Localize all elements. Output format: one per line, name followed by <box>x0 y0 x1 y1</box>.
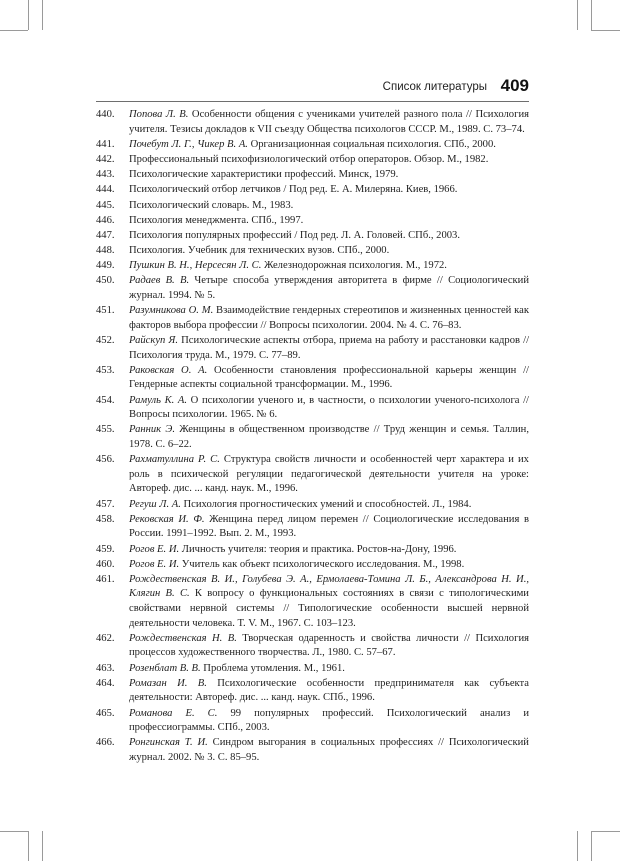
reference-text <box>129 108 529 137</box>
reference-entry <box>96 677 529 706</box>
reference-text <box>129 677 529 706</box>
reference-number: 463. <box>96 662 115 674</box>
reference-text <box>129 453 529 497</box>
reference-author: Розенблат В. В. <box>129 662 201 674</box>
reference-text <box>129 394 529 423</box>
reference-description: Профессиональный психофизиологический отбор операторов. Обзор. М., 1982. <box>129 153 489 165</box>
reference-text <box>129 244 529 259</box>
reference-number: 445. <box>96 199 115 211</box>
reference-number: 444. <box>96 184 115 196</box>
reference-entry <box>96 394 529 423</box>
reference-description: Психологический словарь. М., 1983. <box>129 199 294 211</box>
reference-description: Психология популярных профессий / Под ред. Л. А. Головей. СПб., 2003. <box>129 229 461 241</box>
reference-text <box>129 498 529 513</box>
crop-mark <box>28 0 29 30</box>
reference-number: 459. <box>96 543 115 555</box>
reference-description: Психология. Учебник для технических вузов. СПб., 2000. <box>129 245 390 257</box>
reference-entry <box>96 662 529 677</box>
reference-text <box>129 558 529 573</box>
reference-number: 443. <box>96 169 115 181</box>
reference-number: 447. <box>96 229 115 241</box>
crop-mark <box>591 831 592 861</box>
reference-text <box>129 736 529 765</box>
reference-text <box>129 513 529 542</box>
reference-author: Ронгинская Т. И. <box>129 737 208 749</box>
crop-mark <box>0 30 28 31</box>
reference-entry <box>96 168 529 183</box>
reference-number: 456. <box>96 454 115 466</box>
crop-mark <box>591 30 620 31</box>
reference-text <box>129 364 529 393</box>
reference-author: Раковская О. А. <box>129 364 208 376</box>
reference-number: 440. <box>96 109 115 120</box>
reference-author: Рождественская Н. В. <box>129 632 237 644</box>
running-header <box>96 76 529 100</box>
reference-entry <box>96 632 529 661</box>
reference-author: Попова Л. В. <box>129 109 189 120</box>
reference-number: 442. <box>96 153 115 165</box>
reference-text <box>129 662 529 677</box>
reference-description: Четыре способа утверждения авторитета в фирме // Социологический журнал. 1994. № 5. <box>129 275 530 302</box>
reference-description: Психология прогностических умений и способностей. Л., 1984. <box>180 498 472 510</box>
reference-description: Структура свойств личности и особенностей черт характера и их роль в психической регуляции педагогической деятельности учителя на уроке: Автореф. дис. ... канд. наук. М., 1996. <box>129 454 529 495</box>
reference-text <box>129 334 529 363</box>
reference-author: Райскуп Я. <box>129 335 179 347</box>
reference-description: Учитель как объект психологического исследования. М., 1998. <box>179 558 465 570</box>
reference-number: 457. <box>96 498 115 510</box>
reference-author: Рековская И. Ф. <box>129 513 205 525</box>
reference-number: 453. <box>96 364 115 376</box>
reference-author: Рогов Е. И. <box>129 558 180 570</box>
crop-mark <box>42 0 43 30</box>
reference-number: 466. <box>96 737 115 749</box>
reference-entry <box>96 153 529 168</box>
reference-description: Психологический отбор летчиков / Под ред. Е. А. Милеряна. Киев, 1966. <box>129 184 458 196</box>
reference-entry <box>96 274 529 303</box>
reference-description: Творческая одаренность и свойства личности // Психология процессов художественного творчества. Л., 1980. С. 57–67. <box>129 632 529 659</box>
reference-text <box>129 543 529 558</box>
reference-text <box>129 259 529 274</box>
reference-text <box>129 199 529 214</box>
reference-entry <box>96 108 529 137</box>
reference-entry <box>96 543 529 558</box>
page-number: 409 <box>500 76 529 95</box>
reference-text <box>129 304 529 333</box>
reference-author: Рамуль К. А. <box>129 394 188 406</box>
reference-description: К вопросу о функциональных состояниях в связи с типологическими свойствами нервной системы // Типологические особенности высшей нервной деятельности человека. Т. V. М., 1967. С. 103–123. <box>129 588 529 629</box>
reference-number: 464. <box>96 677 115 689</box>
reference-text <box>129 168 529 183</box>
reference-description: О психологии ученого и, в частности, о психологии ученого-психолога // Вопросы психологии. 1965. № 6. <box>129 394 529 421</box>
reference-number: 448. <box>96 245 115 257</box>
reference-number: 451. <box>96 305 115 317</box>
reference-author: Рахматуллина Р. С. <box>129 454 220 466</box>
reference-entry <box>96 214 529 229</box>
reference-entry <box>96 334 529 363</box>
reference-author: Ранник Э. <box>129 424 175 436</box>
reference-number: 461. <box>96 573 115 585</box>
reference-entry <box>96 736 529 765</box>
reference-number: 460. <box>96 558 115 570</box>
reference-entry <box>96 498 529 513</box>
reference-entry <box>96 573 529 631</box>
reference-entry <box>96 229 529 244</box>
reference-author: Рогов Е. И. <box>129 543 180 555</box>
reference-entry <box>96 558 529 573</box>
reference-entry <box>96 259 529 274</box>
reference-description: Психологические характеристики профессий. Минск, 1979. <box>129 169 399 181</box>
reference-number: 454. <box>96 394 115 406</box>
reference-text <box>129 138 529 153</box>
reference-entry <box>96 423 529 452</box>
reference-entry <box>96 513 529 542</box>
reference-number: 458. <box>96 513 115 525</box>
reference-number: 450. <box>96 275 115 287</box>
reference-author: Рождественская В. И., Голубева Э. А., Ермолаева-Томина Л. Б., Александрова Н. И., Клягин В. С. <box>129 573 529 600</box>
reference-number: 452. <box>96 335 115 347</box>
reference-author: Почебут Л. Г., Чикер В. А. <box>129 138 248 150</box>
reference-number: 446. <box>96 214 115 226</box>
reference-description: Психологические аспекты отбора, приема на работу и расстановки кадров // Психология труда. М., 1979. С. 77–89. <box>129 335 530 361</box>
reference-description: Женщина перед лицом перемен // Социологические исследования в России. 1991–1992. Вып. 2. М., 1993. <box>129 513 529 540</box>
header-rule <box>96 101 529 102</box>
reference-description: Особенности становления профессиональной карьеры женщин // Гендерные аспекты социальной трансформации. М., 1996. <box>129 364 529 391</box>
reference-text <box>129 183 529 198</box>
reference-description: Железнодорожная психология. М., 1972. <box>261 260 447 272</box>
reference-entry <box>96 364 529 393</box>
reference-description: Психология менеджмента. СПб., 1997. <box>129 214 304 226</box>
reference-author: Романова Е. С. <box>129 707 218 719</box>
reference-list <box>96 108 529 766</box>
reference-description: Взаимодействие гендерных стереотипов и жизненных ценностей как факторов выбора профессии // Вопросы психологии. 2004. № 4. С. 76–83. <box>129 305 529 331</box>
crop-mark <box>0 831 28 832</box>
reference-number: 441. <box>96 138 115 150</box>
reference-text <box>129 573 529 631</box>
reference-author: Ромазан И. В. <box>129 677 207 689</box>
crop-mark <box>28 831 29 861</box>
reference-author: Регуш Л. А. <box>129 498 181 510</box>
reference-text <box>129 632 529 661</box>
reference-entry <box>96 199 529 214</box>
reference-description: Психологические особенности предпринимателя как субъекта деятельности: Автореф. дис. ... канд. наук. СПб., 1996. <box>129 677 529 704</box>
reference-description: Проблема утомления. М., 1961. <box>200 662 345 674</box>
reference-description: Особенности общения с учениками учителей разного пола // Психология учителя. Тезисы докладов к VII съезду Общества психологов СССР. М., 1989. С. 73–74. <box>129 109 529 135</box>
reference-entry <box>96 138 529 153</box>
crop-mark <box>577 831 578 861</box>
reference-author: Радаев В. В. <box>129 275 190 287</box>
reference-number: 462. <box>96 632 115 644</box>
reference-entry <box>96 304 529 333</box>
crop-mark <box>42 831 43 861</box>
reference-number: 449. <box>96 260 115 272</box>
reference-description: Организационная социальная психология. СПб., 2000. <box>247 138 496 150</box>
reference-text <box>129 274 529 303</box>
reference-text <box>129 423 529 452</box>
reference-text <box>129 214 529 229</box>
reference-entry <box>96 183 529 198</box>
reference-description: 99 популярных профессий. Психологический анализ и профессиограммы. СПб., 2003. <box>129 707 530 734</box>
reference-entry <box>96 453 529 497</box>
reference-number: 465. <box>96 707 115 719</box>
crop-mark <box>591 0 592 30</box>
reference-text <box>129 153 529 168</box>
section-title: Список литературы <box>382 81 487 93</box>
reference-text <box>129 707 529 736</box>
reference-description: Синдром выгорания в социальных профессиях // Психологический журнал. 2002. № 3. С. 85–95. <box>129 737 529 763</box>
reference-author: Разумникова О. М. <box>129 305 214 317</box>
reference-number: 455. <box>96 424 115 436</box>
crop-mark <box>577 0 578 30</box>
crop-mark <box>591 831 620 832</box>
reference-author: Пушкин В. Н., Нерсесян Л. С. <box>129 260 262 272</box>
reference-entry <box>96 244 529 259</box>
reference-entry <box>96 707 529 736</box>
reference-text <box>129 229 529 244</box>
reference-description: Личность учителя: теория и практика. Ростов-на-Дону, 1996. <box>179 543 457 555</box>
reference-description: Женщины в общественном производстве // Труд женщин и семья. Таллин, 1978. С. 6–22. <box>129 424 529 450</box>
